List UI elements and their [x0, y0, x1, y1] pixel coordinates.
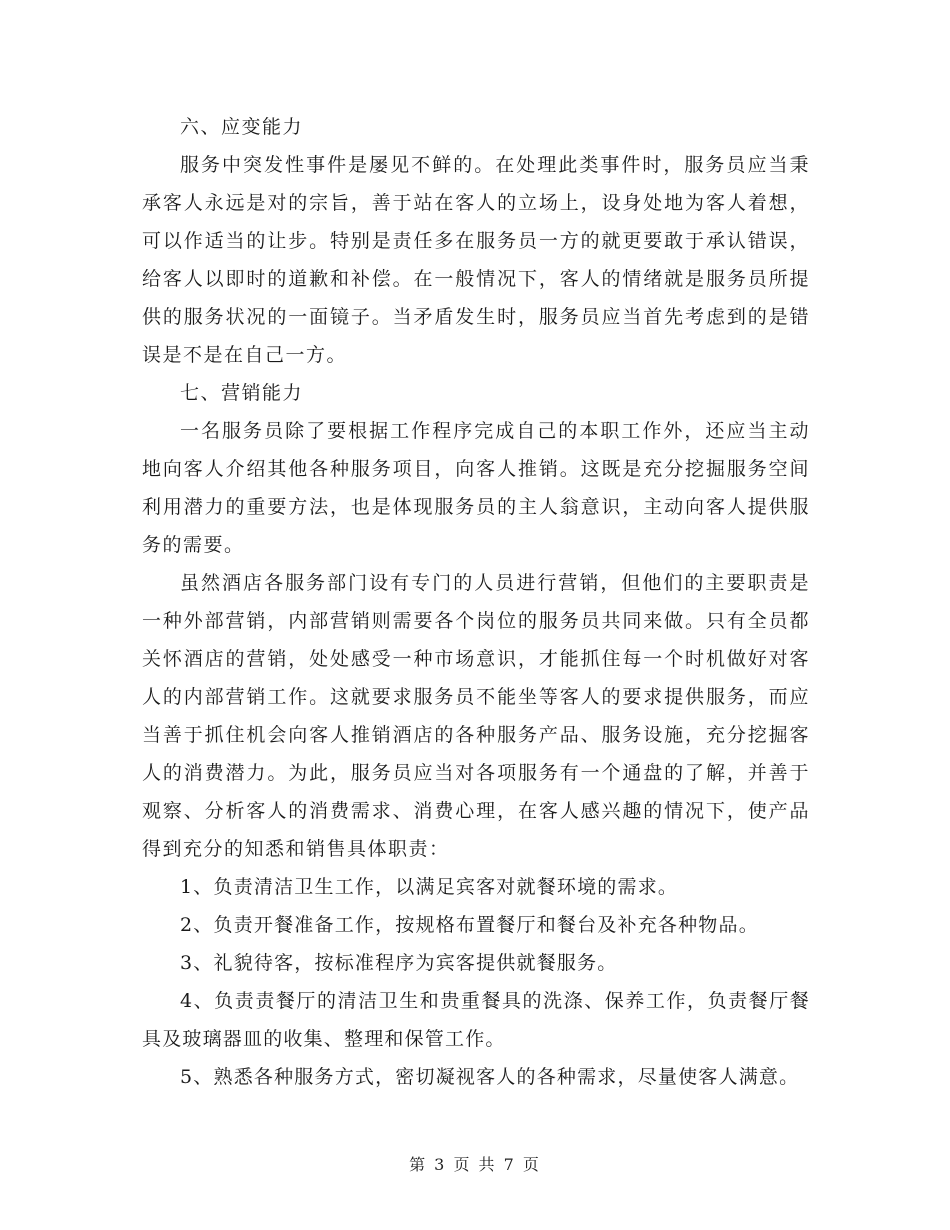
duty-item-3: 3、礼貌待客，按标准程序为宾客提供就餐服务。: [180, 952, 618, 974]
page-number-footer: 第 3 页 共 7 页: [409, 1155, 541, 1174]
paragraph-marketing-1: 一名服务员除了要根据工作程序完成自己的本职工作外，还应当主动地向客人介绍其他各种服务项目，向客人推销。这既是充分挖掘服务空间利用潜力的重要方法，也是体现服务员的主人翁意识，主动向客人提供服务的需要。: [142, 420, 810, 556]
paragraph-adaptability: 服务中突发性事件是屡见不鲜的。在处理此类事件时，服务员应当秉承客人永远是对的宗旨，善于站在客人的立场上，设身处地为客人着想，可以作适当的让步。特别是责任多在服务员一方的就更要敢于承认错误，给客人以即时的道歉和补偿。在一般情况下，客人的情绪就是服务员所提供的服务状况的一面镜子。当矛盾发生时，服务员应当首先考虑到的是错误是不是在自己一方。: [142, 154, 810, 366]
paragraph-marketing-2: 虽然酒店各服务部门设有专门的人员进行营销，但他们的主要职责是一种外部营销，内部营销则需要各个岗位的服务员共同来做。只有全员都关怀酒店的营销，处处感受一种市场意识，才能抓住每一个时机做好对客人的内部营销工作。这就要求服务员不能坐等客人的要求提供服务，而应当善于抓住机会向客人推销酒店的各种服务产品、服务设施，充分挖掘客人的消费潜力。为此，服务员应当对各项服务有一个通盘的了解，并善于观察、分析客人的消费需求、消费心理，在客人感兴趣的情况下，使产品得到充分的知悉和销售具体职责：: [142, 572, 810, 860]
document-body: [142, 108, 810, 1096]
duty-item-2: 2、负责开餐准备工作，按规格布置餐厅和餐台及补充各种物品。: [180, 914, 759, 936]
section-heading-7: 七、营销能力: [180, 382, 304, 404]
section-heading-6: 六、应变能力: [180, 116, 304, 138]
duty-item-4: 4、负责责餐厅的清洁卫生和贵重餐具的洗涤、保养工作，负责餐厅餐具及玻璃器皿的收集、整理和保管工作。: [142, 990, 810, 1050]
duty-item-1: 1、负责清洁卫生工作，以满足宾客对就餐环境的需求。: [180, 876, 679, 898]
duty-item-5: 5、熟悉各种服务方式，密切凝视客人的各种需求，尽量使客人满意。: [180, 1066, 800, 1088]
